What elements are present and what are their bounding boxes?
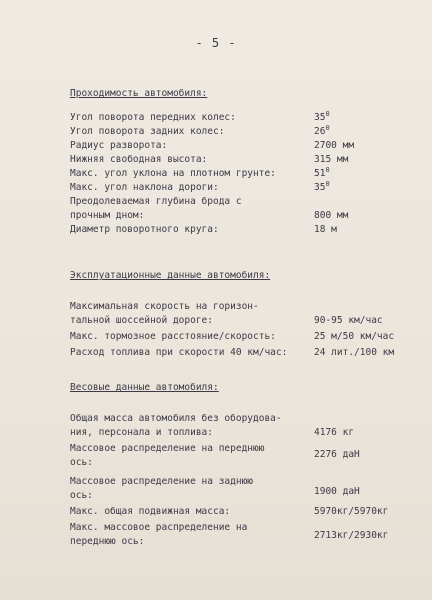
spec-value: 5970кг/5970кг: [314, 506, 389, 517]
section-passability: [70, 88, 355, 238]
spec-row: [70, 210, 349, 224]
spec-label: Массовое распределение на заднюю: [70, 476, 254, 487]
spec-label: Угол поворота передних колес:: [70, 112, 236, 123]
section-operational: [70, 270, 395, 361]
spec-label: Массовое распределение на переднюю: [70, 443, 265, 454]
spec-label: ния, персонала и топлива:: [70, 427, 213, 438]
spec-row: [70, 347, 395, 361]
spec-row: [70, 522, 248, 536]
spec-value: 2700 мм: [314, 140, 355, 151]
spec-value: 1900 даН: [314, 486, 360, 497]
spec-label: ось:: [70, 457, 93, 468]
spec-row: [70, 449, 360, 476]
spec-value: $35^0$: [314, 180, 330, 193]
spec-row: [70, 180, 330, 196]
spec-row: [70, 315, 383, 331]
spec-value: 18 м: [314, 224, 337, 235]
spec-value: $35^0$: [314, 110, 330, 123]
spec-label: Макс. тормозное расстояние/скорость:: [70, 331, 276, 342]
section-heading: Эксплуатационные данные автомобиля:: [70, 270, 271, 281]
spec-label: тальной шоссейной дороге:: [70, 315, 213, 326]
spec-row: [70, 331, 395, 347]
spec-label: Макс. массовое распределение на: [70, 522, 248, 533]
spec-value: 800 мм: [314, 210, 349, 221]
spec-value: $26^0$: [314, 124, 330, 137]
spec-label: Макс. угол наклона дороги:: [70, 182, 219, 193]
page-number: - 5 -: [195, 36, 237, 50]
spec-row: [70, 476, 254, 490]
spec-value: 315 мм: [314, 154, 349, 165]
spec-label: Нижняя свободная высота:: [70, 154, 208, 165]
spec-value: 4176 кг: [314, 427, 355, 438]
spec-row: [70, 140, 355, 154]
spec-row: [70, 506, 389, 522]
spec-value: 2276 даН: [314, 449, 360, 460]
spec-label: Преодолеваемая глубина брода с: [70, 196, 242, 207]
spec-row: [70, 443, 265, 457]
spec-row: [70, 154, 349, 168]
spec-value: $51^0$: [314, 166, 330, 179]
spec-row: [70, 427, 355, 443]
spec-row: [70, 196, 242, 210]
spec-row: [70, 301, 270, 315]
section-weight: [70, 382, 389, 550]
spec-value: 2713кг/2930кг: [314, 530, 389, 541]
spec-label: Общая масса автомобиля без оборудова-: [70, 413, 282, 424]
spec-row: [70, 413, 282, 427]
spec-row: [70, 166, 330, 182]
section-heading: Проходимость автомобиля:: [70, 88, 208, 99]
spec-label: Радиус разворота:: [70, 140, 168, 151]
section-heading: Весовые данные автомобиля:: [70, 382, 219, 393]
spec-value: 25 м/50 км/час: [314, 331, 395, 342]
spec-label: прочным дном:: [70, 210, 145, 221]
spec-label: ось:: [70, 490, 93, 501]
spec-row: [70, 224, 337, 238]
spec-row: [70, 486, 360, 506]
spec-row: [70, 530, 389, 550]
spec-value: 24 лит./100 км: [314, 347, 395, 358]
spec-label: переднюю ось:: [70, 536, 145, 547]
spec-row: [70, 124, 330, 140]
spec-value: 90-95 км/час: [314, 315, 383, 326]
spec-label: Диаметр поворотного круга:: [70, 224, 219, 235]
spec-label: Макс. общая подвижная масса:: [70, 506, 231, 517]
spec-row: [70, 110, 330, 126]
spec-label: Максимальная скорость на горизон-: [70, 301, 259, 312]
spec-label: Макс. угол уклона на плотном грунте:: [70, 168, 276, 179]
spec-label: Расход топлива при скорости 40 км/час:: [70, 347, 288, 358]
spec-label: Угол поворота задних колес:: [70, 126, 225, 137]
